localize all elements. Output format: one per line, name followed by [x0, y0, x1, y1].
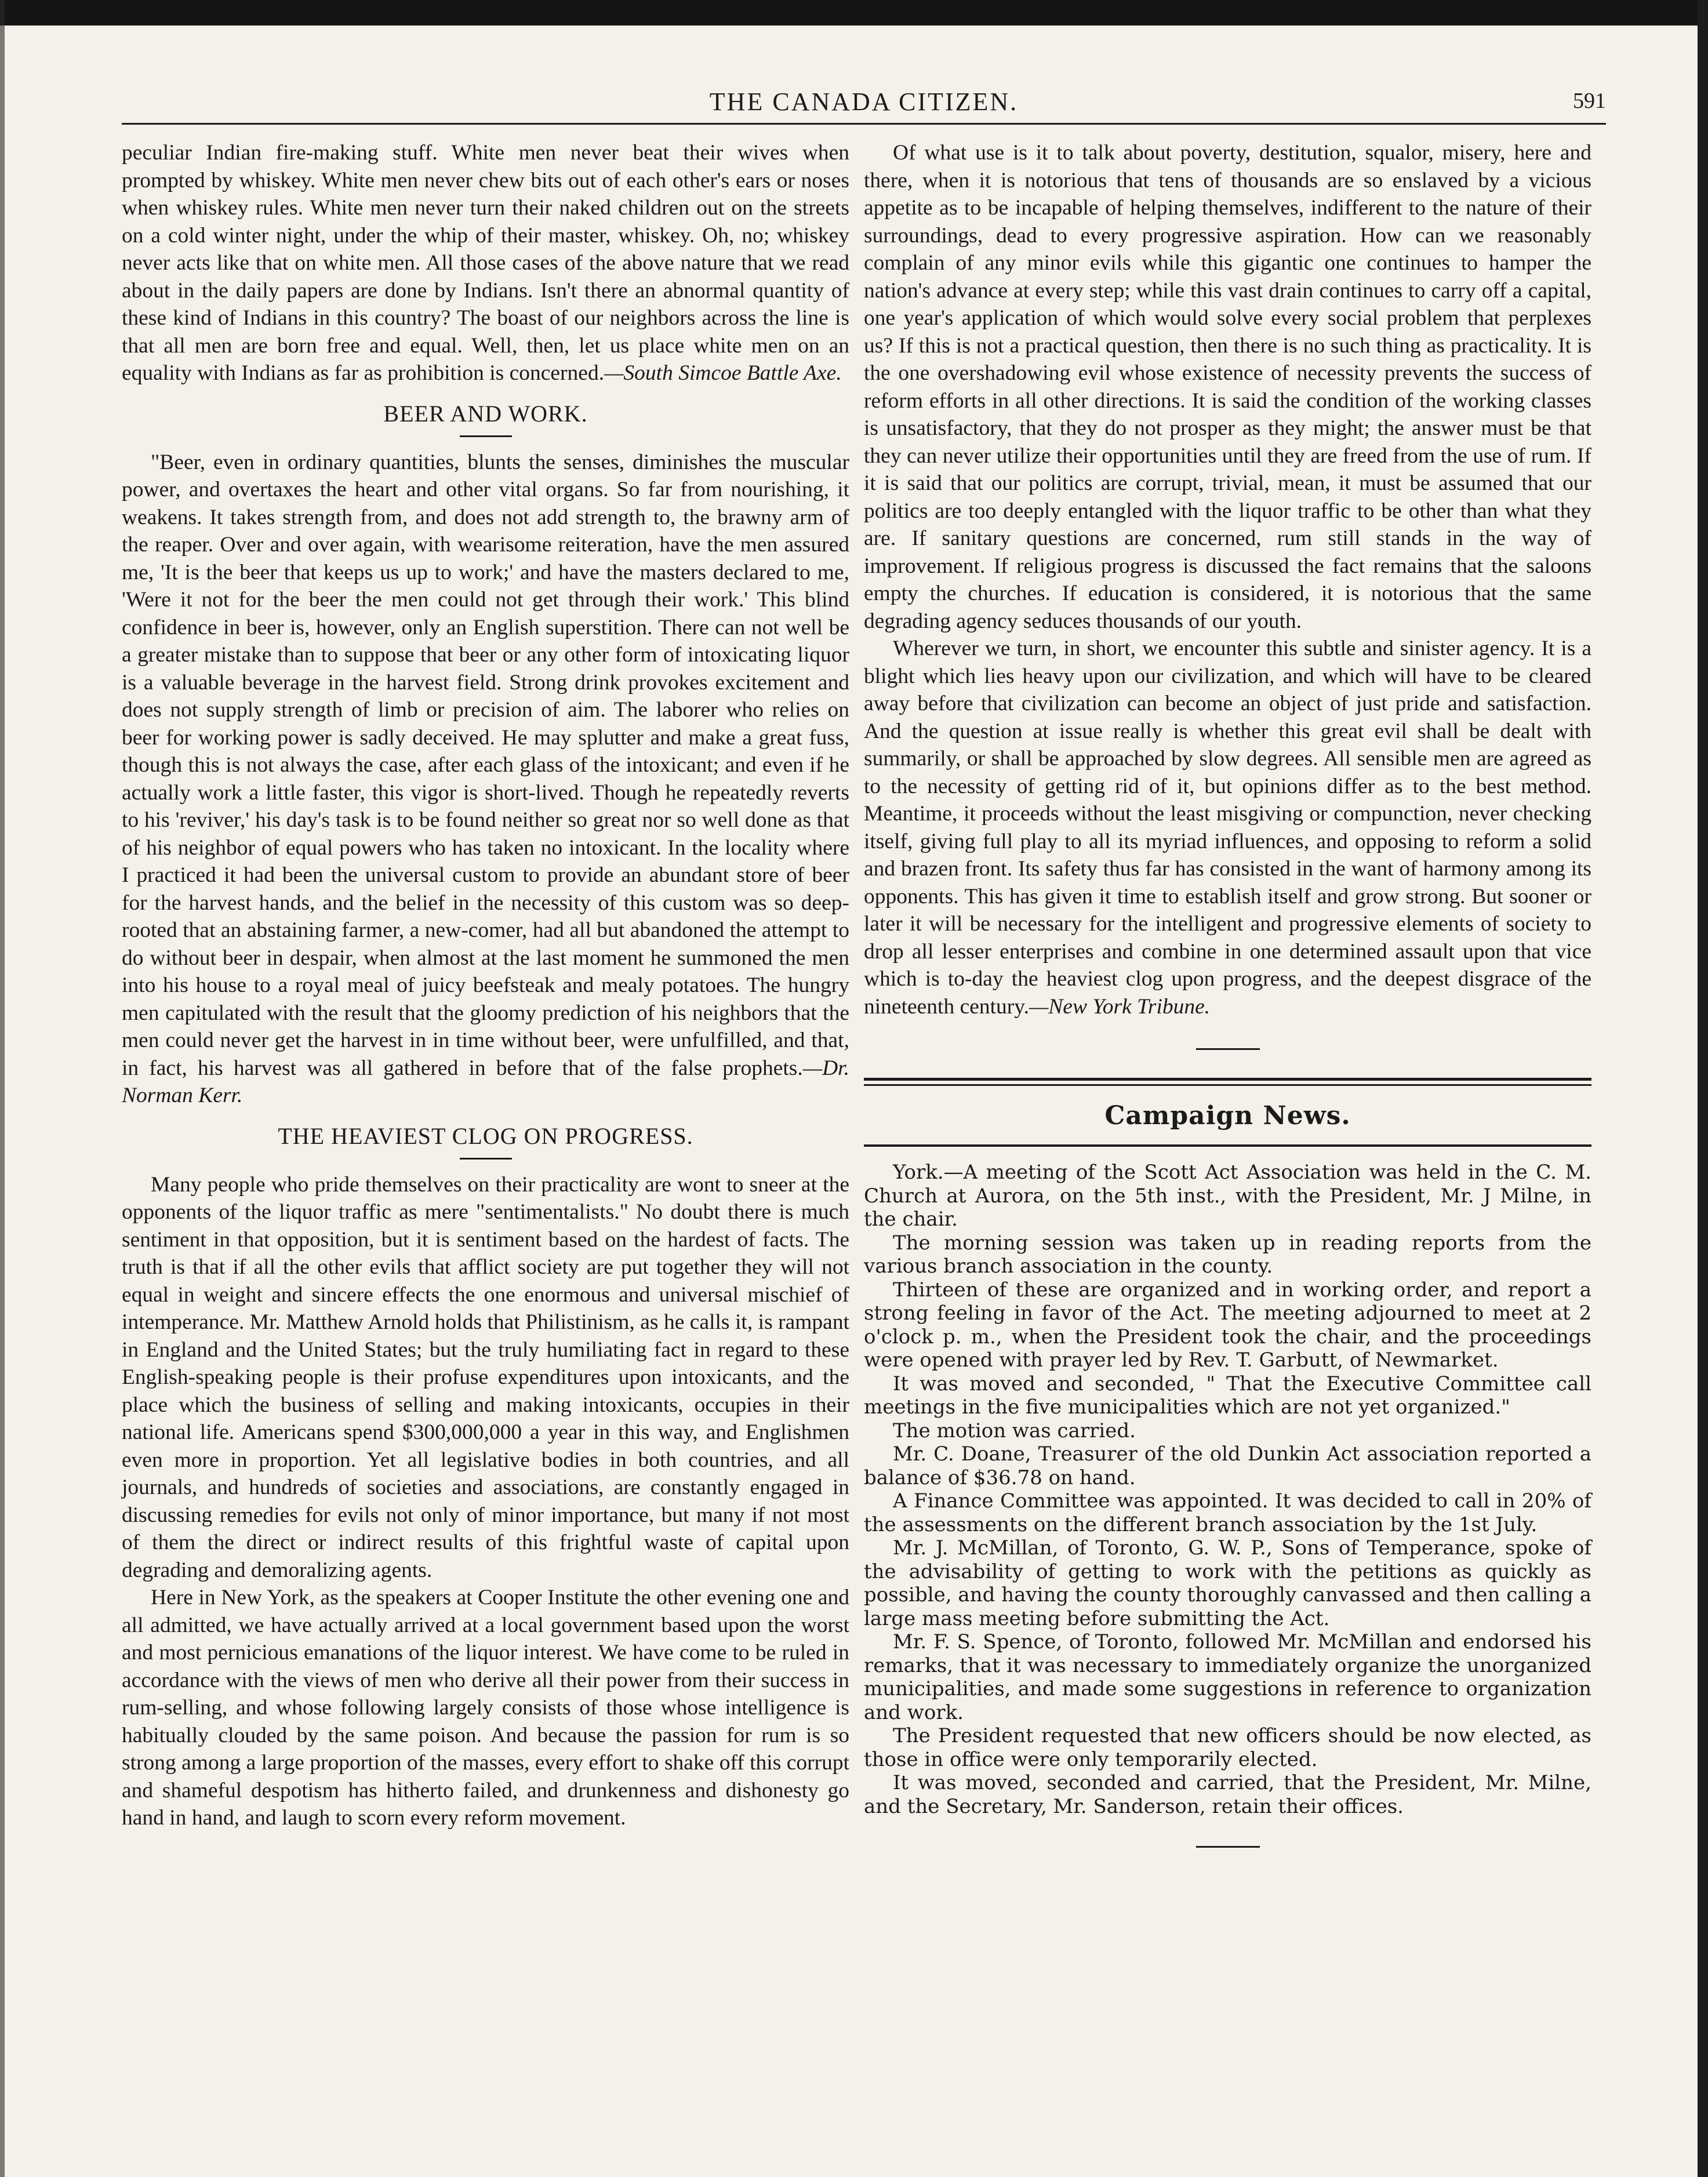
news-paragraph: Thirteen of these are organized and in working order, and report a strong feeling in favor of the Act. The meeting adjourned to meet at 2 o'clock p. m., when the President took the chair, and the proceedings were opened with prayer led by Rev. T. Garbutt, of Newmarket.	[864, 1278, 1591, 1372]
page-number: 591	[1573, 89, 1606, 113]
news-end-rule	[1196, 1846, 1260, 1848]
article-clog-paragraph-3: Of what use is it to talk about poverty, destitution, squalor, misery, here and there, when it is notorious that tens of thousands are so enslaved by a vicious appetite as to be incapable of helping themselves, indifferent to the nature of their surroundings, dead to every progressive aspiration. How can we reasonably complain of any minor evils while this gigantic one continues to hamper the nation's advance at every step; while this vast drain continues to carry off a capital, one year's application of which would solve every social problem that perplexes us? If this is not a practical question, then there is no such thing as practicality. It is the one overshadowing evil whose existence of necessity prevents the success of reform efforts in all other directions. It is said the condition of the working classes is unsatisfactory, that they do not prosper as they might; the answer must be that they can never utilize their opportunities until they are freed from the use of rum. If it is said that our politics are corrupt, trivial, mean, it must be assumed that our politics are too deeply entangled with the liquor traffic to be other than what they are. If sanitary questions are concerned, rum still stands in the way of improvement. If religious progress is discussed the fact remains that the saloons empty the churches. If education is considered, it is notorious that the same degrading agency seduces thousands of our youth.	[864, 141, 1591, 633]
article-beer-body: "Beer, even in ordinary quantities, blunts the senses, diminishes the muscular power, and overtaxes the heart and other vital organs. So far from nourishing, it weakens. It takes strength from, and does not add strength to, the brawny arm of the reaper. Over and over again, with wearisome reiteration, have the men assured me, 'It is the beer that keeps us up to work;' and have the masters declared to me, 'Were it not for the beer the men could not get through their work.' This blind confidence in beer is, however, only an English superstition. There can not well be a greater mistake than to suppose that beer or any other form of intoxicating liquor is a valuable beverage in the harvest field. Strong drink provokes excitement and does not supply strength of limb or precision of aim. The laborer who relies on beer for working power is sadly deceived. He may splutter and make a great fuss, though this is not always the case, after each glass of the intoxicant; and even if he actually work a little faster, this vigor is short-lived. Though he repeatedly reverts to his 'reviver,' his day's task is to be found neither so great nor so well done as that of his neighbor of equal powers who has taken no intoxicant. In the locality where I practiced it had been the universal custom to provide an abundant store of beer for the harvest hands, and the belief in the necessity of this custom was so deep-rooted that an abstaining farmer, a new-comer, had all but abandoned the attempt to do without beer in despair, when almost at the last moment he summoned the men into his house to a royal meal of juicy beefsteak and mealy potatoes. The hungry men capitulated with the result that the gloomy prediction of his neighbors that the men could never get the harvest in in time without beer, were unfulfilled, and that, in fact, his harvest was all gathered in before that of the false prophets.	[122, 450, 849, 1080]
header-rule	[122, 123, 1606, 125]
section-rule-thick	[864, 1078, 1591, 1081]
scan-left-edge	[0, 0, 5, 2177]
news-paragraph: Mr. C. Doane, Treasurer of the old Dunkin Act association reported a balance of $36.78 on hand.	[864, 1442, 1591, 1489]
news-paragraph: The morning session was taken up in reading reports from the various branch association in the county.	[864, 1231, 1591, 1278]
page-header	[122, 87, 1606, 122]
campaign-news-heading: Campaign News.	[1104, 1101, 1351, 1131]
heading-rule	[460, 1158, 512, 1160]
heading-rule	[460, 435, 512, 437]
section-rule-thin	[864, 1084, 1591, 1086]
article-clog-paragraph-4	[864, 635, 1591, 1020]
news-paragraph: It was moved and seconded, " That the Executive Committee call meetings in the five municipalities which are not yet organized."	[864, 1372, 1591, 1419]
news-paragraph: A Finance Committee was appointed. It was decided to call in 20% of the assessments on the different branch association by the 1st July.	[864, 1489, 1591, 1536]
scan-right-band	[1698, 0, 1708, 2177]
scan-top-band	[0, 0, 1708, 26]
article-clog-source: —New York Tribune.	[1029, 994, 1211, 1019]
news-paragraph: York.—A meeting of the Scott Act Association was held in the C. M. Church at Aurora, on the 5th inst., with the President, Mr. J Milne, in the chair.	[864, 1161, 1591, 1231]
heading-heaviest-clog: THE HEAVIEST CLOG ON PROGRESS.	[278, 1122, 693, 1149]
news-paragraph: Mr. J. McMillan, of Toronto, G. W. P., Sons of Temperance, spoke of the advisability of getting to work with the petitions as quickly as possible, and having the county thoroughly canvassed and then calling a large mass meeting before submitting the Act.	[864, 1536, 1591, 1630]
article-indian-body: peculiar Indian fire-making stuff. White men never beat their wives when prompted by whiskey. White men never chew bits out of each other's ears or noses when whiskey rules. White men never turn their naked children out on the streets on a cold winter night, under the whip of their master, whiskey. Oh, no; whiskey never acts like that on white men. All those cases of the above nature that we read about in the daily papers are done by Indians. Isn't there an abnormal quantity of these kind of Indians in this country? The boast of our neighbors across the line is that all men are born free and equal. Well, then, let us place white men on an equality with Indians as far as prohibition is concerned.	[122, 141, 849, 385]
article-clog-body: Wherever we turn, in short, we encounter this subtle and sinister agency. It is a blight which lies heavy upon our civilization, and which will have to be cleared away before that civilization can become an object of just pride and satisfaction. And the question at issue really is whether this great evil shall be dealt with summarily, or shall be approached by slow degrees. All sensible men are agreed as to the necessity of getting rid of it, but opinions differ as to the best method. Meantime, it proceeds without the least misgiving or compunction, never checking itself, giving full play to all its myriad influences, and opposing to reform a solid and brazen front. Its safety thus far has consisted in the want of harmony among its opponents. This has given it time to establish itself and grow strong. But sooner or later it will be necessary for the intelligent and progressive elements of society to drop all lesser enterprises and combine in one determined assault upon that vice which is to-day the heaviest clog upon progress, and the deepest disgrace of the nineteenth century.	[864, 637, 1591, 1019]
news-paragraph: Mr. F. S. Spence, of Toronto, followed Mr. McMillan and endorsed his remarks, that it was necessary to immediately organize the unorganized municipalities, and made some suggestions in reference to organization and work.	[864, 1630, 1591, 1724]
article-end-rule	[1196, 1048, 1260, 1050]
article-indian-text	[122, 139, 849, 387]
news-paragraph: The President requested that new officers should be now elected, as those in office were only temporarily elected.	[864, 1724, 1591, 1771]
left-column	[122, 139, 849, 1832]
campaign-rule	[864, 1144, 1591, 1147]
article-beer-source: —Dr. Norman Kerr.	[122, 1056, 849, 1107]
right-column	[864, 139, 1591, 1876]
news-paragraph: The motion was carried.	[893, 1419, 1136, 1442]
article-clog-paragraph-2: Here in New York, as the speakers at Cooper Institute the other evening one and all admitted, we have actually arrived at a local government based upon the worst and most pernicious emanations of the liquor interest. We have come to be ruled in accordance with the views of men who derive all their power from their success in rum-selling, and whose following largely consists of those whose intelligence is habitually clouded by the same poison. And because the passion for rum is so strong among a large proportion of the masses, every effort to shake off this corrupt and shameful despotism has hitherto failed, and drunkenness and dishonesty go hand in hand, and laugh to scorn every reform movement.	[122, 1586, 849, 1830]
masthead-title: THE CANADA CITIZEN.	[709, 88, 1019, 116]
article-beer-text	[122, 449, 849, 1110]
heading-beer-and-work: BEER AND WORK.	[383, 400, 588, 427]
article-indian-source: —South Simcoe Battle Axe.	[604, 361, 842, 385]
news-paragraph: It was moved, seconded and carried, that the President, Mr. Milne, and the Secretary, Mr. Sanderson, retain their offices.	[864, 1771, 1591, 1818]
article-clog-paragraph-1: Many people who pride themselves on their practicality are wont to sneer at the opponents of the liquor traffic as mere "sentimentalists." No doubt there is much sentiment in that opposition, but it is sentiment based on the hardest of facts. The truth is that if all the other evils that afflict society are put together they will not equal in weight and sincere effects the one enormous and universal mischief of intemperance. Mr. Matthew Arnold holds that Philistinism, as he calls it, is rampant in England and the United States; but the truly humiliating fact in regard to these English-speaking people is their profuse expenditures upon intoxicants, and the place which the business of selling and making intoxicants, occupies in their national life. Americans spend $300,000,000 a year in this way, and Englishmen even more in proportion. Yet all legislative bodies in both countries, and all journals, and hundreds of societies and associations, are constantly engaged in discussing remedies for evils not only of minor importance, but many if not most of them the direct or indirect results of this frightful waste of capital upon degrading and demoralizing agents.	[122, 1172, 849, 1582]
